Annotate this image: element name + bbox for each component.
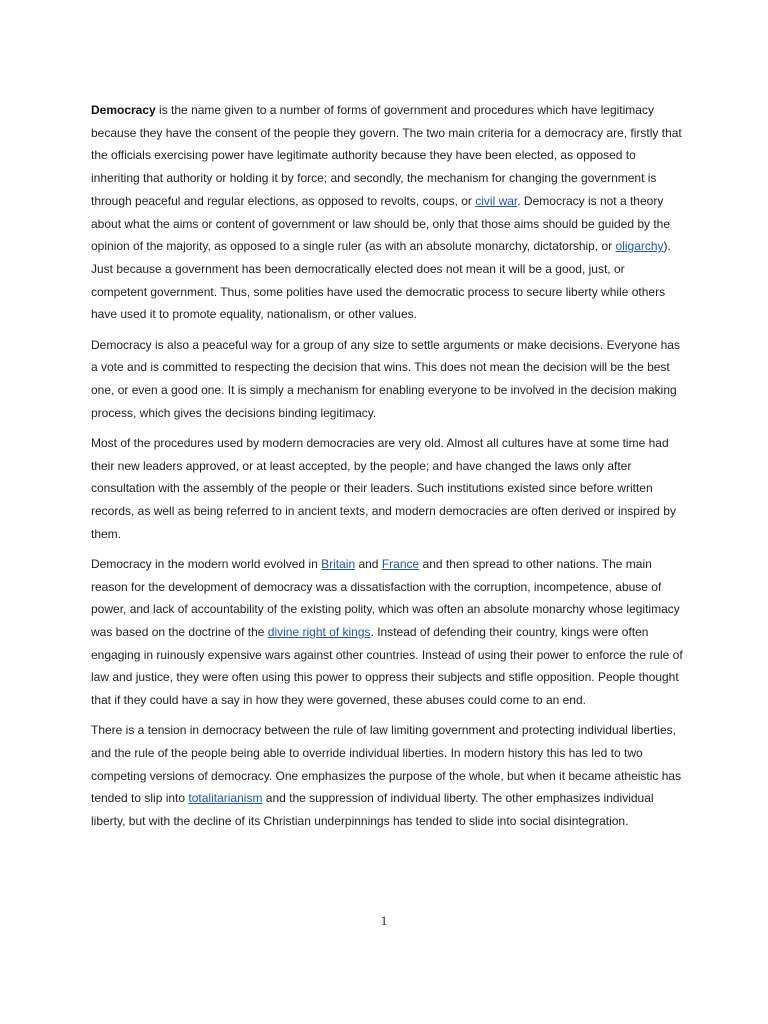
link-civil-war[interactable]: civil war — [475, 193, 518, 208]
link-britain[interactable]: Britain — [321, 556, 356, 571]
paragraph-text: and — [355, 556, 382, 571]
paragraph-text: Most of the procedures used by modern democracies are very old. Almost all cultures have at some time had their new leaders approved, or at least accepted, by the people; and have changed the laws only after consultation with the assembly of the people or their leaders. Such institutions existed since before written records, as well as being referred to in ancient texts, and modern democracies are often derived or inspired by them. — [91, 435, 676, 541]
paragraph-text: Democracy is also a peaceful way for a group of any size to settle arguments or make decisions. Everyone has a vote and is committed to respecting the decision that wins. This does not mean the decision will be the best one, or even a good one. It is simply a mechanism for enabling everyone to be involved in the decision making process, which gives the decisions binding legitimacy. — [91, 337, 680, 420]
link-divine-right-of-kings[interactable]: divine right of kings — [267, 624, 371, 639]
paragraph-text: Democracy in the modern world evolved in — [91, 556, 322, 571]
paragraph-text: is the name given to a number of forms of government and procedures which have legitimacy because they have the consent of the people they govern. The two main criteria for a democracy are, firstly that the officials exercising power have legitimate authority because they have been elected, as opposed to inheriting that authority or holding it by force; and secondly, the mechanism for changing the government is through peaceful and regular elections, as opposed to revolts, coups, or — [91, 103, 682, 208]
paragraph-text: . Democracy is not a theory about what the aims or content of government or law should be, only that those aims should be guided by the opinion of the majority, as opposed to a single ruler (as with an absolute monarchy, dictatorship, or — [91, 193, 671, 254]
paragraph-text: There is a tension in democracy between the rule of law limiting government and protecting individual liberties, and the rule of the people being able to override individual liberties. In modern history this has led to two competing versions of democracy. One emphasizes the purpose of the whole, but when it became atheistic has tended to slip into — [91, 723, 682, 806]
document-body — [91, 99, 683, 840]
link-france[interactable]: France — [381, 556, 420, 571]
paragraph-2 — [91, 334, 683, 425]
paragraph-5 — [91, 719, 683, 833]
page-number: 1 — [380, 913, 388, 928]
term-democracy: Democracy — [91, 103, 156, 117]
link-totalitarianism[interactable]: totalitarianism — [188, 791, 263, 806]
paragraph-text: ). Just because a government has been democratically elected does not mean it will be a good, just, or competent government. Thus, some polities have used the democratic process to secure liberty while others have used it to promote equality, nationalism, or other values. — [91, 239, 671, 322]
paragraph-4 — [91, 553, 683, 712]
paragraph-text: . Instead of defending their country, kings were often engaging in ruinously expensive wars against other countries. Instead of using their power to enforce the rule of law and justice, they were often using this power to oppress their subjects and stifle opposition. People thought that if they could have a say in how they were governed, these abuses could come to an end. — [91, 624, 683, 708]
paragraph-text: and then spread to other nations. The main reason for the development of democracy was a dissatisfaction with the corruption, incompetence, abuse of power, and lack of accountability of the existing polity, which was often an absolute monarchy whose legitimacy was based on the doctrine of the — [91, 556, 680, 639]
paragraph-1 — [91, 99, 683, 326]
link-oligarchy[interactable]: oligarchy — [615, 239, 664, 254]
paragraph-text: and the suppression of individual liberty. The other emphasizes individual liberty, but with the decline of its Christian underpinnings has tended to slide into social disintegration. — [91, 791, 654, 829]
paragraph-3 — [91, 432, 683, 546]
